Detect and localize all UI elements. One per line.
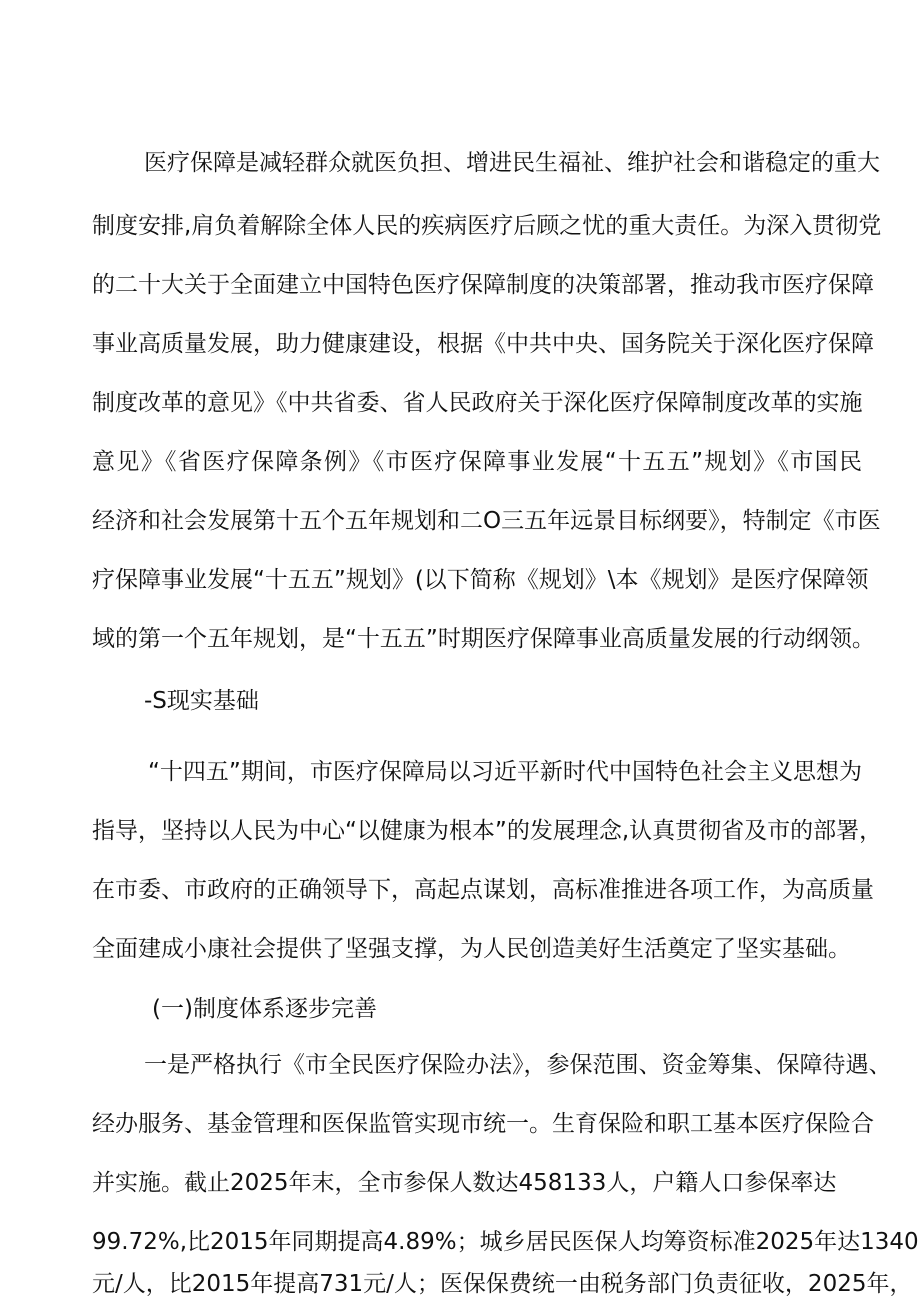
subsection-heading: (一)制度体系逐步完善 [152,996,377,1022]
text-line: 事业高质量发展，助力健康建设，根据《中共中央、国务院关于深化医疗保障 [92,331,874,357]
text-line: 并实施。截止2025年末，全市参保人数达458133人，户籍人口参保率达 [92,1170,837,1196]
text-line: 一是严格执行《市全民医疗保险办法》，参保范围、资金筹集、保障待遇、 [144,1052,892,1078]
text-line: 元/人，比2015年提高731元/人；医保保费统一由税务部门负责征收，2025年， [92,1271,913,1297]
text-line: 在市委、市政府的正确领导下，高起点谋划，高标准推进各项工作，为高质量 [92,877,874,903]
text-line: 制度安排,肩负着解除全体人民的疾病医疗后顾之忧的重大责任。为深入贯彻党 [92,213,882,239]
text-line: 经办服务、基金管理和医保监管实现市统一。生育保险和职工基本医疗保险合 [92,1111,874,1137]
text-line: 意见》《省医疗保障条例》《市医疗保障事业发展“十五五”规划》《市国民 [92,449,862,475]
text-line: “十四五”期间，市医疗保障局以习近平新时代中国特色社会主义思想为 [148,759,862,785]
text-line: 指导，坚持以人民为中心“以健康为根本”的发展理念,认真贯彻省及市的部署， [92,818,883,844]
text-line: 的二十大关于全面建立中国特色医疗保障制度的决策部署，推动我市医疗保障 [92,272,874,298]
section-heading: -S现实基础 [144,688,259,714]
text-line: 制度改革的意见》《中共省委、省人民政府关于深化医疗保障制度改革的实施 [92,390,863,416]
text-line: 99.72%,比2015年同期提高4.89%；城乡居民医保人均筹资标准2025年达1340 [92,1229,919,1255]
text-line: 疗保障事业发展“十五五”规划》(以下简称《规划》\本《规划》是医疗保障领 [92,567,869,593]
text-line: 全面建成小康社会提供了坚强支撑，为人民创造美好生活奠定了坚实基础。 [92,936,851,962]
text-line: 医疗保障是减轻群众就医负担、增进民生福祉、维护社会和谐稳定的重大 [144,150,880,176]
text-line: 经济和社会发展第十五个五年规划和二O三五年远景目标纲要》，特制定《市医 [92,508,881,534]
text-line: 域的第一个五年规划，是“十五五”时期医疗保障事业高质量发展的行动纲领。 [92,626,875,652]
